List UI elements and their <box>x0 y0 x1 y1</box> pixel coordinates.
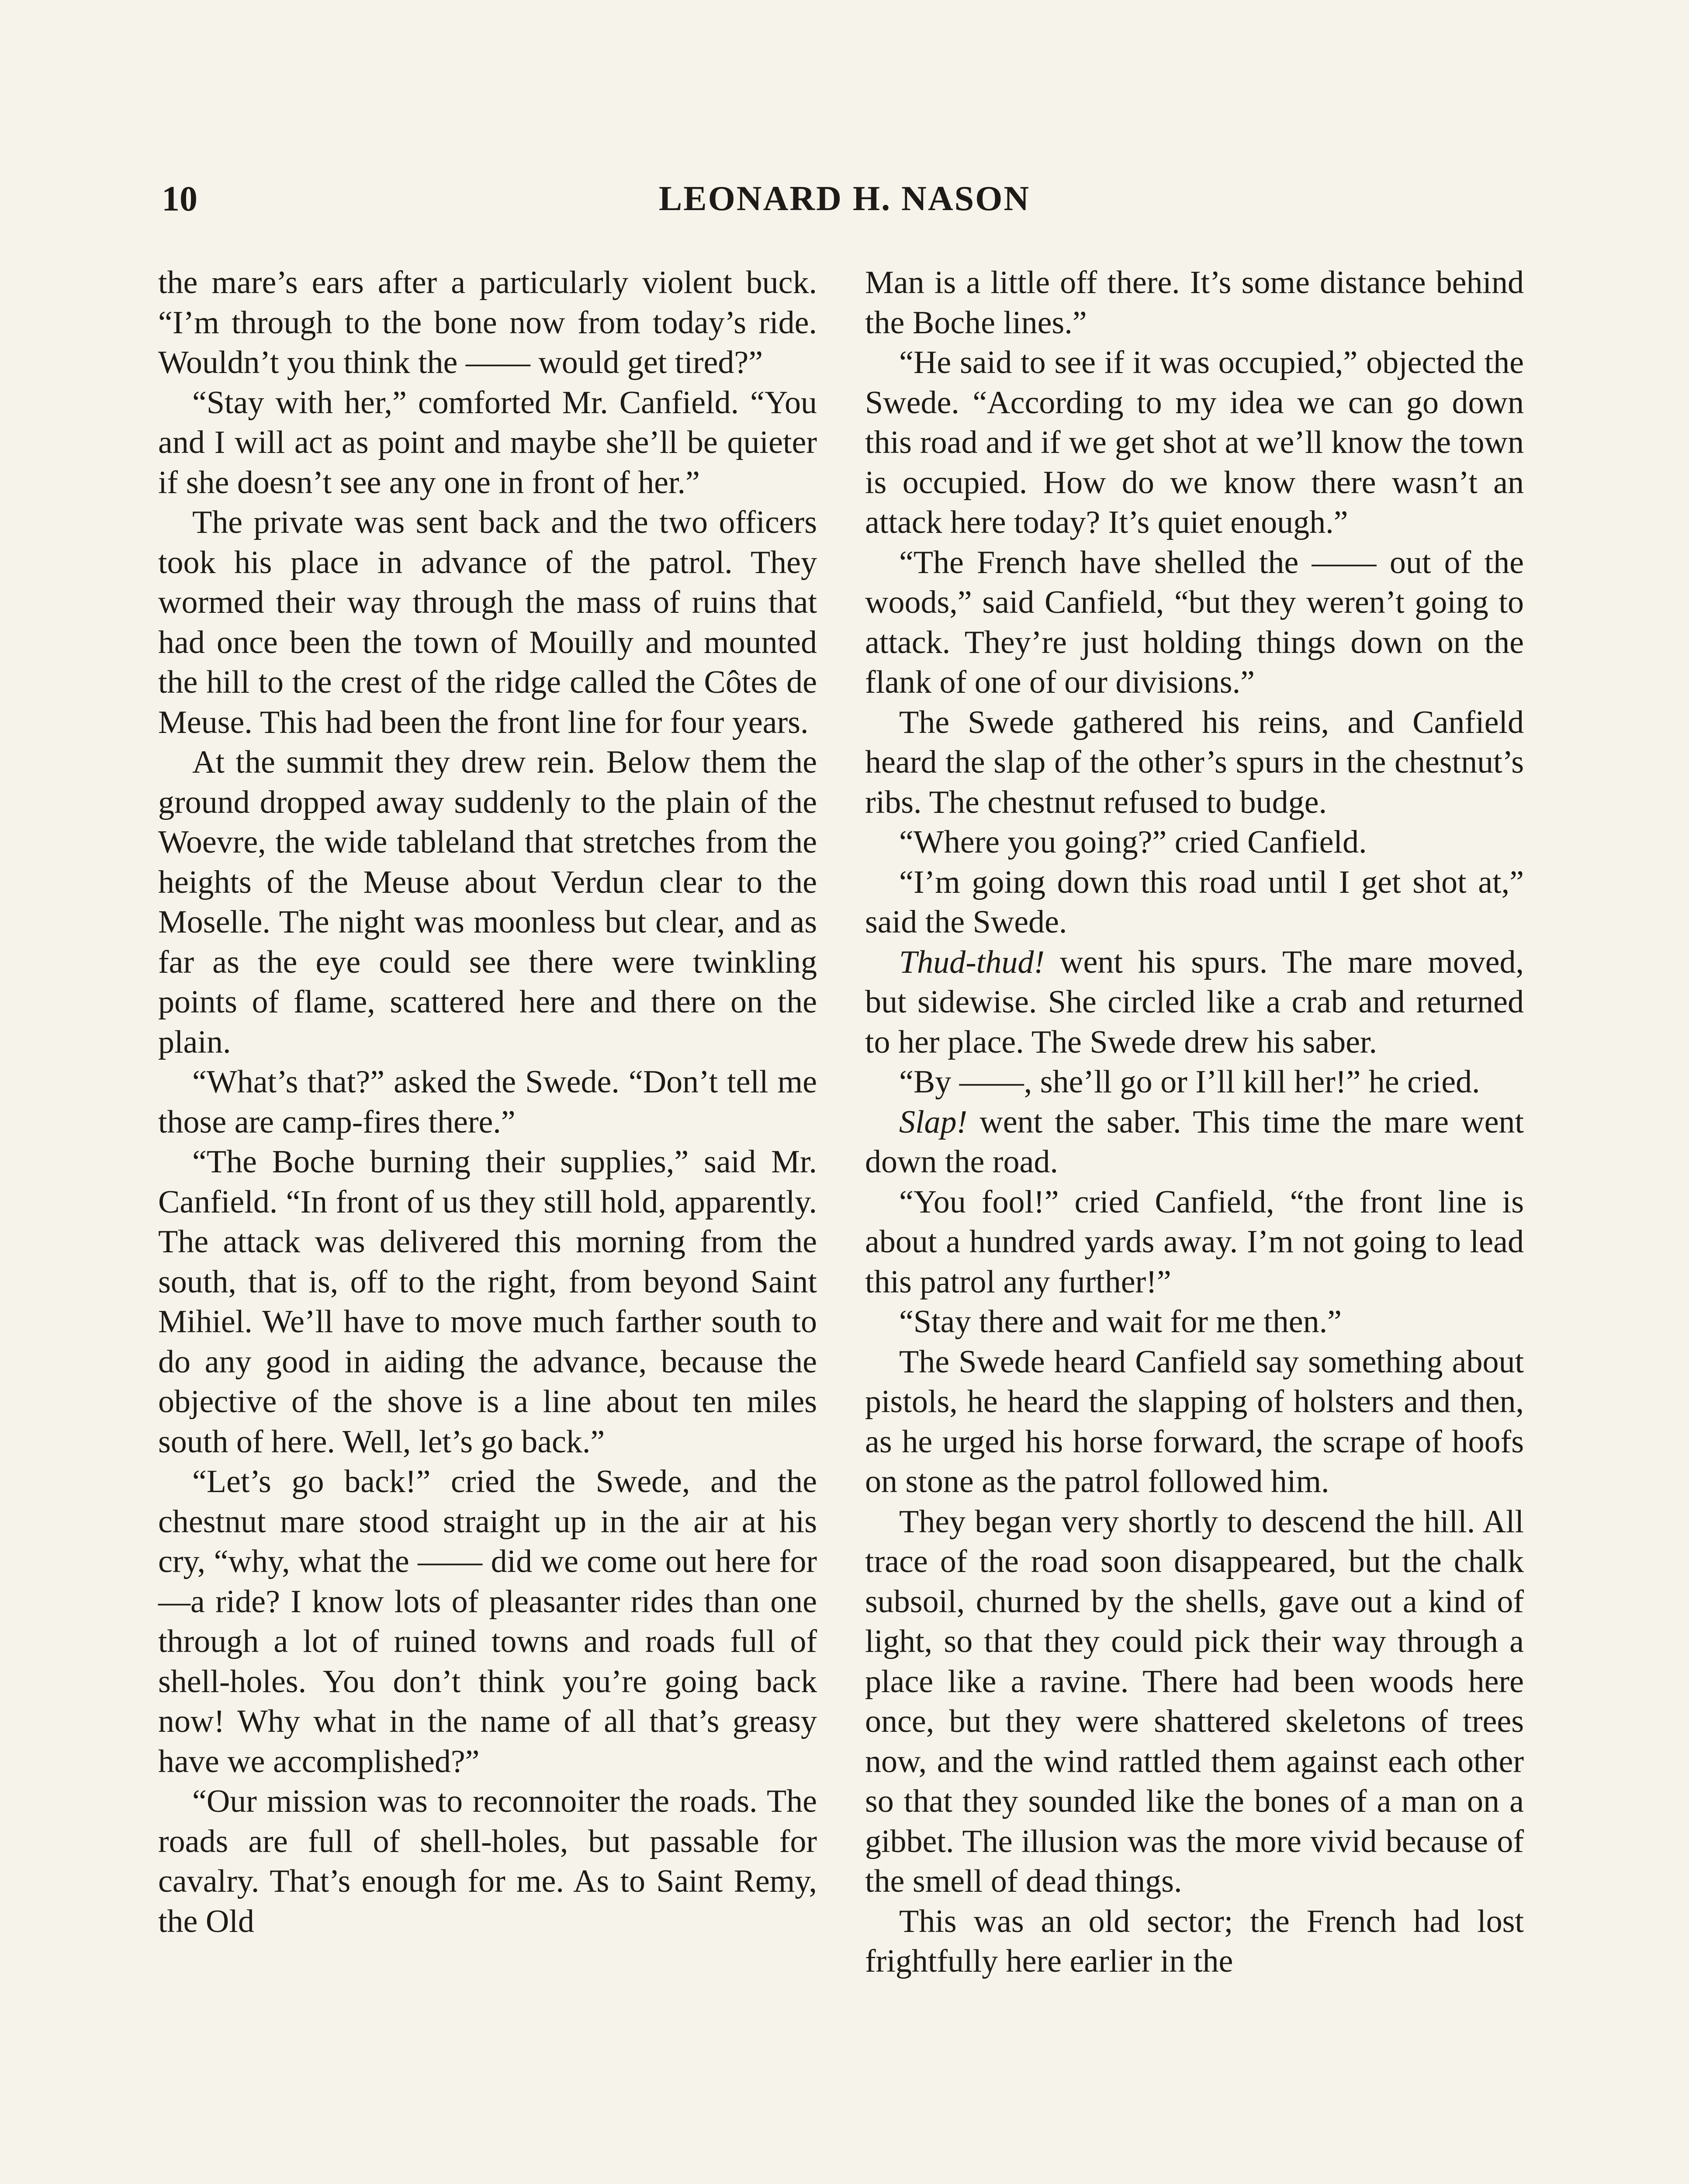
paragraph: “What’s that?” asked the Swede. “Don’t tell me those are camp-fires there.” <box>158 1064 817 1140</box>
paragraph: The private was sent back and the two officers took his place in advance of the patrol. They wormed their way through the mass of ruins that had once been the town of Mouilly and mounted the hill to the crest of the ridge called the Côtes de Meuse. This had been the front line for four years. <box>158 505 817 740</box>
paragraph: “I’m going down this road until I get shot at,” said the Swede. <box>865 864 1524 940</box>
italic-text: Slap! <box>899 1104 968 1140</box>
paragraph: “Stay there and wait for me then.” <box>899 1304 1342 1340</box>
paragraph: the mare’s ears after a particularly violent buck. “I’m through to the bone now from today’s ride. Wouldn’t you think the —— would get tired?” <box>158 265 817 380</box>
italic-text: Thud-thud! <box>899 944 1045 980</box>
paragraph: At the summit they drew rein. Below them the ground dropped away suddenly to the plain of the Woevre, the wide tableland that stretches from the heights of the Meuse about Verdun clear to the Moselle. The night was moonless but clear, and as far as the eye could see there were twinkling points of flame, scattered here and there on the plain. <box>158 744 817 1060</box>
paragraph: This was an old sector; the French had lost frightfully here earlier in the <box>865 1903 1524 1979</box>
left-column <box>158 263 817 1942</box>
paragraph: The Swede gathered his reins, and Canfield heard the slap of the other’s spurs in the chestnut’s ribs. The chestnut refused to budge. <box>865 704 1524 820</box>
page-number: 10 <box>162 179 197 218</box>
running-head <box>0 173 1689 225</box>
paragraph-text: went the saber. This time the mare went down the road. <box>865 1104 1524 1180</box>
paragraph: The Swede heard Canfield say something about pistols, he heard the slapping of holsters and then, as he urged his horse forward, the scrape of hoofs on stone as the patrol followed him. <box>865 1344 1524 1500</box>
paragraph: “By ——, she’ll go or I’ll kill her!” he cried. <box>899 1064 1480 1100</box>
right-column <box>865 263 1524 1982</box>
paragraph: “He said to see if it was occupied,” objected the Swede. “According to my idea we can go down this road and if we get shot at we’ll know the town is occupied. How do we know there wasn’t an attack here today? It’s quiet enough.” <box>865 345 1524 540</box>
paragraph <box>865 1102 1524 1182</box>
paragraph: Man is a little off there. It’s some distance behind the Boche lines.” <box>865 265 1524 341</box>
paragraph: “Our mission was to reconnoiter the roads. The roads are full of shell-holes, but passable for cavalry. That’s enough for me. As to Saint Remy, the Old <box>158 1783 817 1939</box>
paragraph <box>865 943 1524 1063</box>
paragraph: “The French have shelled the —— out of the woods,” said Canfield, “but they weren’t going to attack. They’re just holding things down on the flank of one of our divisions.” <box>865 544 1524 700</box>
paragraph: “You fool!” cried Canfield, “the front line is about a hundred yards away. I’m not going to lead this patrol any further!” <box>865 1184 1524 1300</box>
paragraph: “The Boche burning their supplies,” said Mr. Canfield. “In front of us they still hold, apparently. The attack was delivered this morning from the south, that is, off to the right, from beyond Saint Mihiel. We’ll have to move much farther south to do any good in aiding the advance, because the objective of the shove is a line about ten miles south of here. Well, let’s go back.” <box>158 1144 817 1460</box>
running-head-author: LEONARD H. NASON <box>658 180 1031 218</box>
paragraph: “Where you going?” cried Canfield. <box>899 824 1367 860</box>
paragraph-text: went his spurs. The mare moved, but sidewise. She circled like a crab and returned to her place. The Swede drew his saber. <box>865 944 1524 1060</box>
paragraph: They began very shortly to descend the hill. All trace of the road soon disappeared, but the chalk subsoil, churned by the shells, gave out a kind of light, so that they could pick their way through a place like a ravine. There had been woods here once, but they were shattered skeletons of trees now, and the wind rattled them against each other so that they sounded like the bones of a man on a gibbet. The illusion was the more vivid because of the smell of dead things. <box>865 1503 1524 1899</box>
paragraph: “Stay with her,” comforted Mr. Canfield. “You and I will act as point and maybe she’ll be quieter if she doesn’t see any one in front of her.” <box>158 384 817 501</box>
paragraph: “Let’s go back!” cried the Swede, and the chestnut mare stood straight up in the air at his cry, “why, what the —— did we come out here for—a ride? I know lots of pleasanter rides than one through a lot of ruined towns and roads full of shell-holes. You don’t think you’re going back now! Why what in the name of all that’s greasy have we accomplished?” <box>158 1464 817 1780</box>
